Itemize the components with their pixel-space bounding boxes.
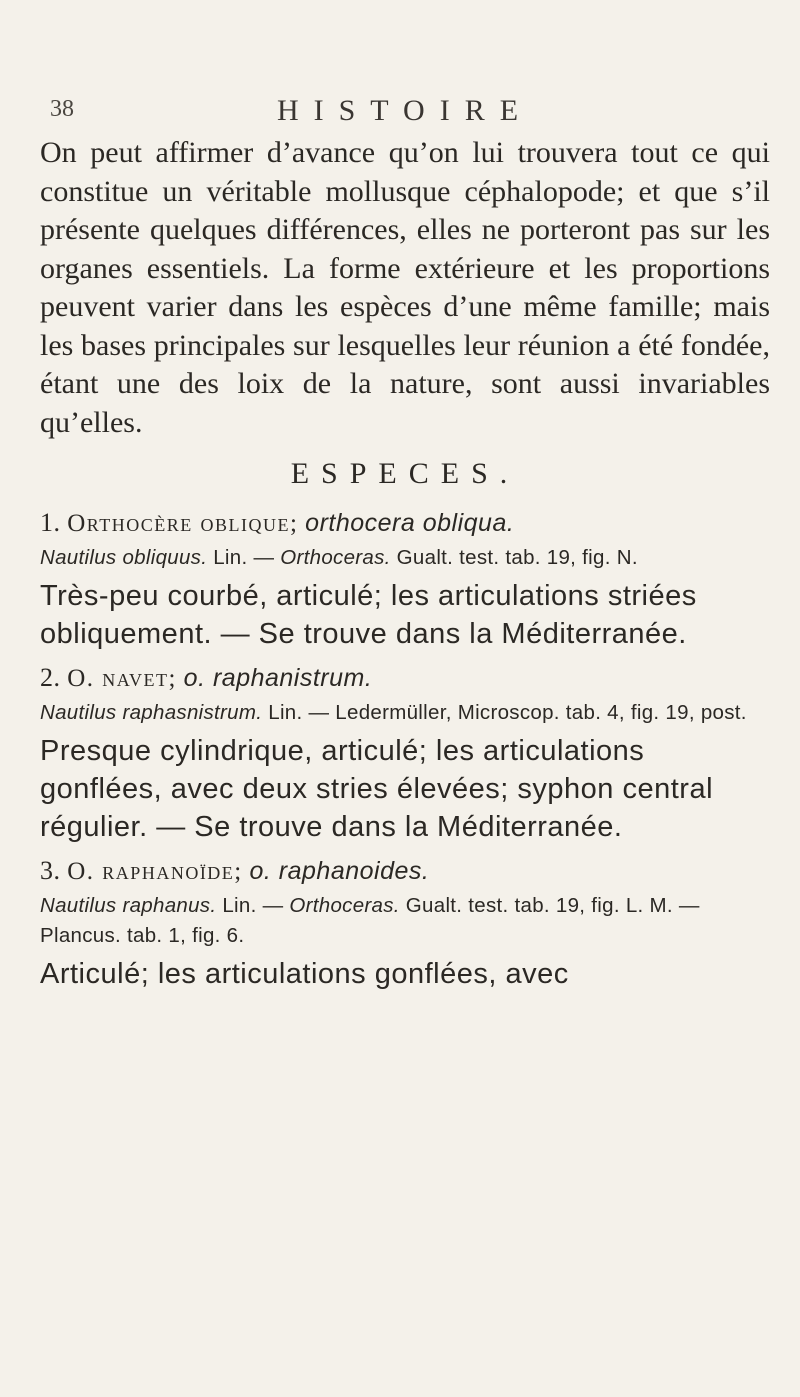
species-number: 1.	[40, 508, 61, 537]
intro-paragraph: On peut affirmer d’avance qu’on lui trouvera tout ce qui constitue un véritable mollusque céphalopode; et que s’il présente quelques différences, elles ne porteront pas sur les organes essentiels. La forme extérieure et les proportions peuvent varier dans les espèces d’une même famille; mais les bases principales sur lesquelles leur réunion a été fondée, étant une des loix de la nature, sont aussi invariables qu’elles.	[40, 136, 770, 439]
species-number: 2.	[40, 663, 61, 692]
synonym-name: Nautilus raphasnistrum.	[40, 701, 263, 724]
species-synonymy	[40, 891, 770, 951]
running-head: HISTOIRE	[276, 94, 534, 127]
species-common-name: O. raphanoïde;	[67, 858, 243, 885]
species-synonymy	[40, 543, 770, 573]
page-number: 38	[50, 96, 74, 122]
synonym-name: Nautilus raphanus.	[40, 894, 217, 917]
species-description: Presque cylindrique, articulé; les articulations gonflées, avec deux stries élevées; syphon central régulier. — Se trouve dans la Méditerranée.	[40, 735, 714, 843]
synonym-name: Orthoceras.	[289, 894, 400, 917]
species-title	[40, 659, 770, 698]
synonym-reference: Lin. —	[216, 894, 290, 917]
species-description: Articulé; les articulations gonflées, avec	[40, 958, 569, 990]
species-entry-3	[40, 852, 770, 993]
synonym-name: Nautilus obliquus.	[40, 546, 208, 569]
synonym-reference: Gualt. test. tab. 19, fig. N.	[390, 546, 638, 569]
species-title	[40, 504, 770, 543]
species-title	[40, 852, 770, 891]
species-latin-name: o. raphanistrum.	[183, 664, 373, 692]
species-latin-name: orthocera obliqua.	[305, 509, 515, 537]
synonym-name: Orthoceras.	[280, 546, 391, 569]
species-latin-name: o. raphanoides.	[249, 857, 430, 885]
synonym-reference: Gualt. test. tab. 19, fig. L. M. — Plancus. tab. 1, fig. 6.	[40, 894, 700, 947]
species-synonymy	[40, 698, 770, 728]
species-common-name: Orthocère oblique;	[67, 510, 299, 537]
section-heading: ESPECES.	[290, 457, 520, 490]
species-description: Très-peu courbé, articulé; les articulations striées obliquement. — Se trouve dans la Méditerranée.	[40, 580, 697, 650]
species-common-name: O. navet;	[67, 665, 177, 692]
species-entry-2	[40, 659, 770, 846]
species-entry-1	[40, 504, 770, 653]
synonym-reference: Lin. —	[207, 546, 281, 569]
synonym-reference: Lin. — Ledermüller, Microscop. tab. 4, fig. 19, post.	[262, 701, 747, 724]
page-body	[40, 134, 770, 999]
species-number: 3.	[40, 856, 61, 885]
